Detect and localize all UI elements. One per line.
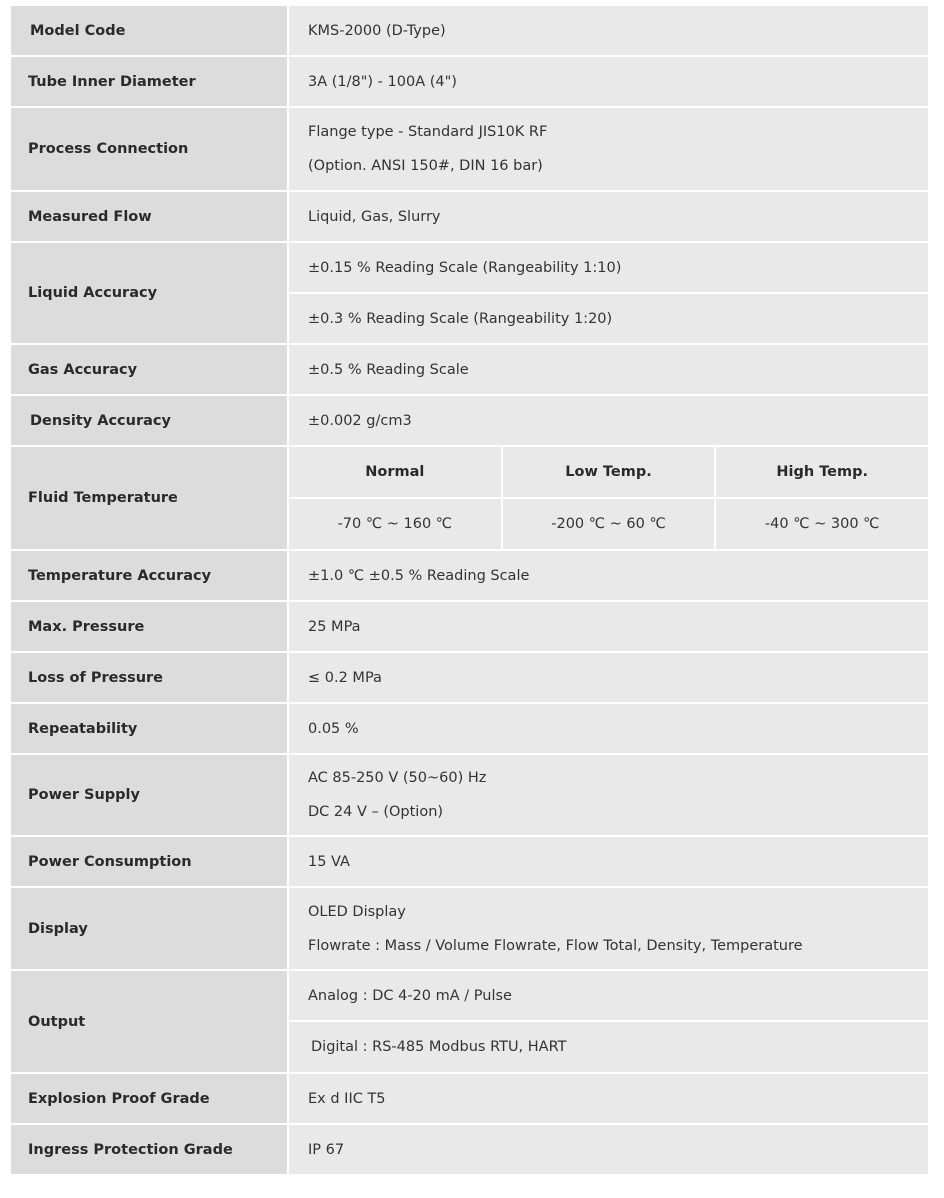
row-label: Liquid Accuracy bbox=[11, 243, 287, 343]
spec-row-repeatability bbox=[11, 704, 928, 753]
row-label: Output bbox=[11, 971, 287, 1072]
value-line: OLED Display bbox=[308, 903, 406, 920]
spec-row-model-code bbox=[11, 6, 928, 55]
temperature-value-row bbox=[289, 499, 928, 549]
row-label: Power Supply bbox=[11, 755, 287, 835]
row-label: Repeatability bbox=[11, 704, 287, 753]
spec-row-power-consumption bbox=[11, 837, 928, 886]
row-label: Explosion Proof Grade bbox=[11, 1074, 287, 1123]
row-label: Temperature Accuracy bbox=[11, 551, 287, 600]
row-value: ±0.5 % Reading Scale bbox=[289, 345, 928, 394]
temperature-subtable bbox=[289, 447, 928, 549]
row-value: ±1.0 ℃ ±0.5 % Reading Scale bbox=[289, 551, 928, 600]
spec-row-fluid-temperature bbox=[11, 447, 928, 549]
row-label: Measured Flow bbox=[11, 192, 287, 241]
row-value: 15 VA bbox=[289, 837, 928, 886]
value-line: AC 85-250 V (50~60) Hz bbox=[308, 770, 487, 786]
row-value: IP 67 bbox=[289, 1125, 928, 1174]
spec-row-output bbox=[11, 971, 928, 1072]
row-value: 0.05 % bbox=[289, 704, 928, 753]
spec-row-liquid-accuracy bbox=[11, 243, 928, 343]
spec-row-max-pressure bbox=[11, 602, 928, 651]
row-value: Ex d IIC T5 bbox=[289, 1074, 928, 1123]
row-value: ±0.3 % Reading Scale (Rangeability 1:20) bbox=[289, 292, 928, 343]
row-value: ±0.002 g/cm3 bbox=[289, 396, 928, 445]
row-value bbox=[289, 755, 928, 835]
spec-row-density-accuracy bbox=[11, 396, 928, 445]
row-value bbox=[289, 888, 928, 969]
row-label: Tube Inner Diameter bbox=[11, 57, 287, 106]
spec-row-temperature-accuracy bbox=[11, 551, 928, 600]
row-label: Power Consumption bbox=[11, 837, 287, 886]
row-value: ±0.15 % Reading Scale (Rangeability 1:10) bbox=[289, 243, 928, 292]
value-line: DC 24 V – (Option) bbox=[308, 804, 444, 820]
temp-value-low: -200 ℃ ~ 60 ℃ bbox=[503, 499, 715, 549]
row-label: Fluid Temperature bbox=[11, 447, 287, 549]
row-label: Max. Pressure bbox=[11, 602, 287, 651]
temp-value-high: -40 ℃ ~ 300 ℃ bbox=[716, 499, 928, 549]
row-label: Gas Accuracy bbox=[11, 345, 287, 394]
row-label: Display bbox=[11, 888, 287, 969]
value-line: Flowrate : Mass / Volume Flowrate, Flow Total, Density, Temperature bbox=[308, 937, 803, 954]
row-label: Model Code bbox=[11, 6, 287, 55]
row-value bbox=[289, 108, 928, 190]
row-label: Process Connection bbox=[11, 108, 287, 190]
temp-value-normal: -70 ℃ ~ 160 ℃ bbox=[289, 499, 501, 549]
spec-table bbox=[11, 6, 928, 1174]
row-value: ≤ 0.2 MPa bbox=[289, 653, 928, 702]
spec-row-loss-of-pressure bbox=[11, 653, 928, 702]
spec-row-process-connection bbox=[11, 108, 928, 190]
row-label: Density Accuracy bbox=[11, 396, 287, 445]
temp-header-low: Low Temp. bbox=[503, 447, 715, 497]
spec-row-explosion-proof-grade bbox=[11, 1074, 928, 1123]
value-line: Flange type - Standard JIS10K RF bbox=[308, 124, 548, 140]
spec-row-gas-accuracy bbox=[11, 345, 928, 394]
row-value: KMS-2000 (D-Type) bbox=[289, 6, 928, 55]
row-value: Liquid, Gas, Slurry bbox=[289, 192, 928, 241]
row-label: Ingress Protection Grade bbox=[11, 1125, 287, 1174]
spec-row-measured-flow bbox=[11, 192, 928, 241]
temp-header-normal: Normal bbox=[289, 447, 501, 497]
row-label: Loss of Pressure bbox=[11, 653, 287, 702]
value-line: (Option. ANSI 150#, DIN 16 bar) bbox=[308, 158, 543, 174]
spec-row-ingress-protection-grade bbox=[11, 1125, 928, 1174]
row-value: Digital : RS-485 Modbus RTU, HART bbox=[289, 1020, 928, 1072]
row-value: Analog : DC 4-20 mA / Pulse bbox=[289, 971, 928, 1020]
temperature-header-row bbox=[289, 447, 928, 497]
temp-header-high: High Temp. bbox=[716, 447, 928, 497]
spec-row-tube-inner-diameter bbox=[11, 57, 928, 106]
spec-row-power-supply bbox=[11, 755, 928, 835]
row-value: 3A (1/8") - 100A (4") bbox=[289, 57, 928, 106]
spec-row-display bbox=[11, 888, 928, 969]
row-value: 25 MPa bbox=[289, 602, 928, 651]
